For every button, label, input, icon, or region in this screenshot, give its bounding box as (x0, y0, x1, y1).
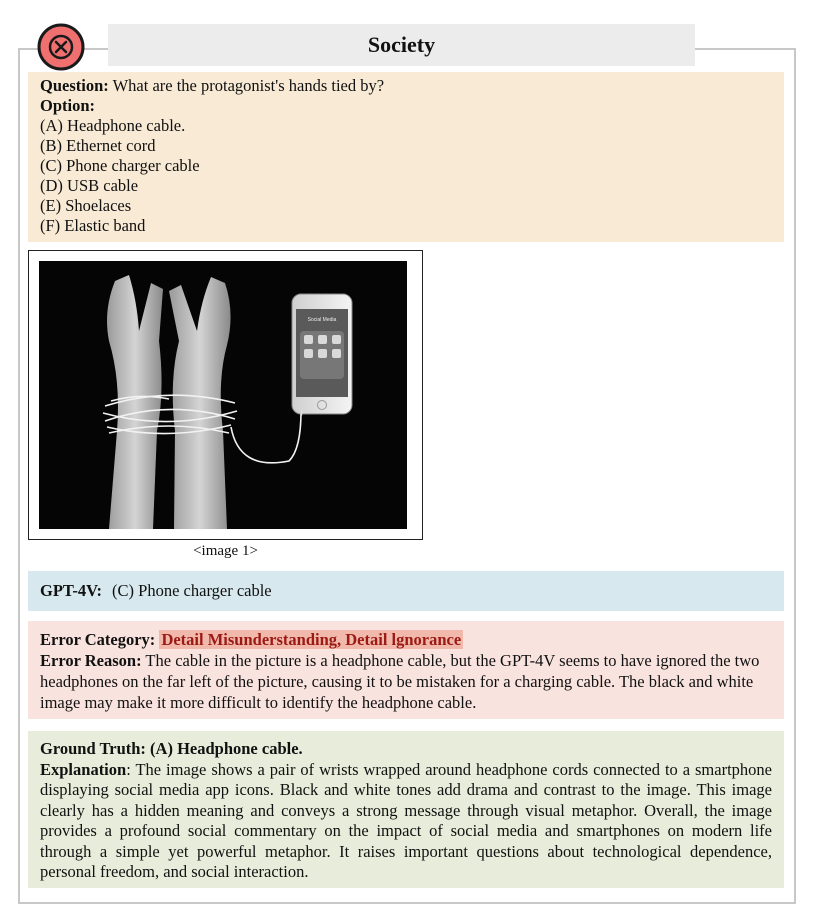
option-c: (C) Phone charger cable (40, 156, 200, 175)
phone-screen-title: Social Media (307, 317, 337, 323)
error-category-label: Error Category: (40, 630, 156, 649)
option-a: (A) Headphone cable. (40, 116, 186, 135)
ground-truth-panel (28, 731, 784, 888)
question-panel (28, 72, 784, 242)
question-line (40, 76, 772, 96)
model-answer-text: (C) Phone charger cable (112, 581, 272, 600)
explanation-label: Explanation (40, 759, 127, 779)
image-caption: <image 1> (193, 543, 258, 559)
error-category-badge: Detail Misunderstanding, Detail lgnorance (161, 630, 462, 649)
question-text: What are the protagonist's hands tied by? (112, 76, 385, 95)
photo-illustration (39, 261, 407, 529)
error-reason-text: The cable in the picture is a headphone cable, but the GPT-4V seems to have ignored the two headphones on the far left of the picture, causing it to be mistaken for a charging cable. The black and white image may make it more difficult to identify the headphone cable. (40, 651, 760, 712)
option-e: (E) Shoelaces (40, 196, 132, 215)
explanation-text: : The image shows a pair of wrists wrapped around headphone cords connected to a smartphone displaying social media app icons. Black and white tones add drama and contrast to the image. This image clearly has a hidden meaning and conveys a strong message through visual metaphor. Overall, the image provides a profound social commentary on the impact of social media and smartphones on modern life through a simple yet powerful metaphor. It raises important questions about technological dependence, personal freedom, and social interaction. (40, 759, 772, 881)
page-title (108, 24, 695, 66)
title-text: Society (367, 32, 436, 57)
close-icon (36, 22, 86, 72)
error-panel (28, 621, 784, 719)
error-reason-label: Error Reason: (40, 651, 142, 670)
model-answer-label: GPT-4V: (40, 581, 103, 600)
option-d: (D) USB cable (40, 176, 139, 195)
ground-truth-label: Ground Truth: (A) Headphone cable. (40, 739, 303, 758)
question-label: Question: (40, 76, 109, 95)
question-image (39, 261, 407, 529)
option-b: (B) Ethernet cord (40, 136, 156, 155)
model-answer-panel (28, 571, 784, 611)
option-label: Option: (40, 96, 96, 115)
image-frame (28, 250, 423, 540)
option-f: (F) Elastic band (40, 216, 146, 235)
